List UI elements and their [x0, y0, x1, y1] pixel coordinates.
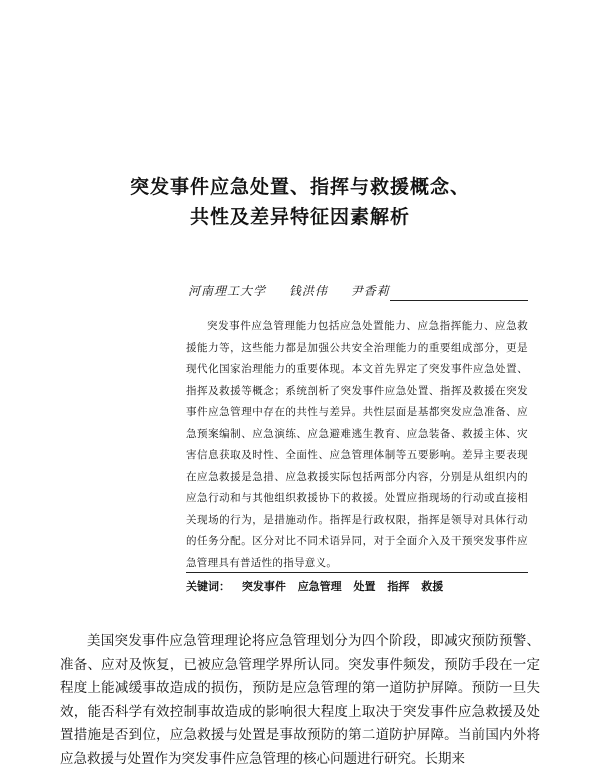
keyword: 突发事件: [241, 580, 286, 593]
author-name: 钱洪伟: [288, 284, 328, 298]
keywords-label: 关键词：: [186, 580, 230, 593]
paper-title-line-1: 突发事件应急处置、指挥与救援概念、: [129, 176, 470, 198]
keyword: 指挥: [387, 580, 410, 593]
abstract-top-rule: [390, 300, 528, 301]
abstract-text: 突发事件应急管理能力包括应急处置能力、应急指挥能力、应急救援能力等，这些能力都是加强公共安全治理能力的重要组成部分，更是现代化国家治理能力的重要体现。本文首先界定了突发事件应急处置、指挥及救援等概念；系统剖析了突发事件应急处置、指挥及救援在突发事件应急管理中存在的共性与差异。共性层面是基都突发应急准备、应急预案编制、应急演练、应急避难逃生教育、应急装备、救援主体、灾害信息获取及时性、全面性、应急管理体制等五要影响。差异主要表现在应急救援是急措、应急救援实际包括两部分内容，分别是从组织内的应急行动和与其他组织救援协下的救援。处置应指现场的行动或直接相关现场的行为，是措施动作。指挥是行政权限，指挥是领导对具体行动的任务分配。区分对比不同术语异同，对于全面介入及干预突发事件应急管理具有普适性的指导意义。: [186, 320, 528, 569]
paper-title-line-2: 共性及差异特征因素解析: [189, 206, 410, 228]
author-line: [188, 282, 408, 299]
keywords-line: [186, 578, 451, 594]
body-paragraph: 美国突发事件应急管理理论将应急管理划分为四个阶段，即减灾预防预警、准备、应对及恢复，已被应急管理学界所认同。突发事件频发，预防手段在一定程度上能减缓事故造成的损伤，预防是应急管理的第一道防护屏障。预防一旦失效，能否科学有效控制事故造成的影响很大程度上取决于突发事件应急救援及处置措施是否到位，应急救援与处置是事故预防的第二道防护屏障。当前国内外将应急救援与处置作为突发事件应急管理的核心问题进行研究。长期来: [60, 633, 540, 767]
author-name: 尹香莉: [350, 284, 390, 298]
keyword: 处置: [353, 580, 376, 593]
author-affiliation: 河南理工大学: [188, 284, 267, 298]
abstract-bottom-rule: [186, 572, 528, 573]
keyword: 救援: [421, 580, 444, 593]
keyword: 应急管理: [297, 580, 342, 593]
